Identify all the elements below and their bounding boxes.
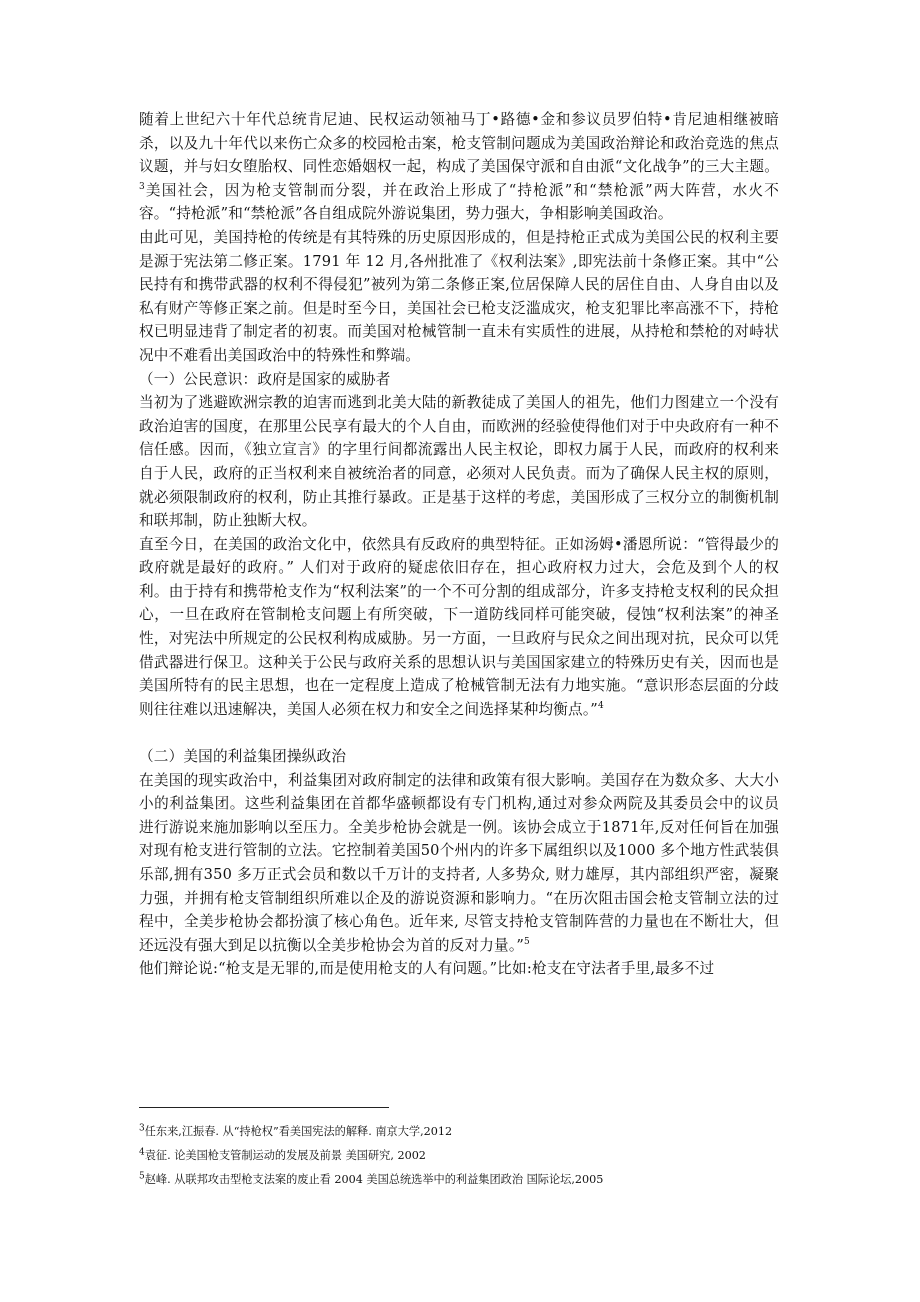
paragraph-text: 随着上世纪六十年代总统肯尼迪、民权运动领袖马丁•路德•金和参议员罗伯特•肯尼迪相继被暗杀，以及九十年代以来伤亡众多的校园枪击案，枪支管制问题成为美国政治辩论和政治竞选的焦点议题，并与妇女堕胎权、同性恋婚姻权一起，构成了美国保守派和自由派“文化战争”的三大主题。 [139, 111, 779, 176]
footnote [139, 1144, 779, 1168]
paragraph [139, 108, 779, 226]
paragraph-text: 直至今日，在美国的政治文化中，依然具有反政府的典型特征。正如汤姆•潘恩所说：“管得最少的政府就是最好的政府。” 人们对于政府的疑虑依旧存在，担心政府权力过大，会危及到个人的权利。由于持有和携带枪支作为“权利法案”的一个不可分割的组成部分，许多支持枪支权利的民众担心，一旦在政府在管制枪支问题上有所突破，下一道防线同样可能突破，侵蚀“权利法案”的神圣性，对宪法中所规定的公民权利构成威胁。另一方面，一旦政府与民众之间出现对抗，民众可以凭借武器进行保卫。这种关于公民与政府关系的思想认识与美国国家建立的特殊历史有关，因而也是美国所特有的民主思想，也在一定程度上造成了枪械管制无法有力地实施。“意识形态层面的分歧则往往难以迅速解决，美国人必须在权力和安全之间选择某种均衡点。” [139, 535, 779, 718]
paragraph: 当初为了逃避欧洲宗教的迫害而逃到北美大陆的新教徒成了美国人的祖先，他们力图建立一个没有政治迫害的国度，在那里公民享有最大的个人自由，而欧洲的经验使得他们对于中央政府有一种不信任感。因而，《独立宣言》的字里行间都流露出人民主权论，即权力属于人民，而政府的权利来自于人民，政府的正当权利来自被统治者的同意，必须对人民负责。而为了确保人民主权的原则，就必须限制政府的权利，防止其推行暴政。正是基于这样的考虑，美国形成了三权分立的制衡机制和联邦制，防止独断大权。 [139, 394, 779, 530]
paragraph [139, 769, 779, 958]
body-text [139, 108, 779, 981]
paragraph-text: 在美国的现实政治中，利益集团对政府制定的法律和政策有很大影响。美国存在为数众多、大大小小的利益集团。这些利益集团在首都华盛顿都设有专门机构,通过对参众两院及其委员会中的议员进行游说来施加影响以至压力。全美步枪协会就是一例。该协会成立于1871年,反对任何旨在加强对现有枪支进行管制的立法。它控制着美国50个州内的许多下属组织以及1000 多个地方性武装俱乐部,拥有350 多万正式会员和数以千万计的支持者, 人多势众, 财力雄厚，其内部组织严密，凝聚力强，并拥有枪支管制组织所难以企及的游说资源和影响力。“在历次阻击国会枪支管制立法的过程中，全美步枪协会都扮演了核心角色。近年来, 尽管支持枪支管制阵营的力量也在不断壮大，但还远没有强大到足以抗衡以全美步枪协会为首的反对力量。” [139, 771, 779, 954]
paragraph [139, 533, 779, 722]
footnote-number: 4 [139, 1147, 145, 1158]
paragraph-text-continued: 美国社会，因为枪支管制而分裂，并在政治上形成了“持枪派”和“禁枪派”两大阵营，水火不容。“持枪派”和“禁枪派”各自组成院外游说集团，势力强大，争相影响美国政治。 [139, 181, 779, 223]
footnote-ref[interactable]: 3 [139, 181, 145, 192]
footnote-text: 赵峰. 从联邦攻击型枪支法案的废止看 2004 美国总统选举中的利益集团政治 国际论坛,2005 [144, 1173, 604, 1186]
footnote-text: 袁征. 论美国枪支管制运动的发展及前景 美国研究, 2002 [144, 1149, 426, 1162]
footnote-separator [139, 1107, 389, 1108]
footnote [139, 1120, 779, 1144]
section-heading: （一）公民意识：政府是国家的威胁者 [139, 370, 391, 388]
blank-line [139, 721, 779, 745]
paragraph: 由此可见，美国持枪的传统是有其特殊的历史原因形成的，但是持枪正式成为美国公民的权利主要是源于宪法第二修正案。1791 年 12 月,各州批准了《权利法案》,即宪法前十条修正案。其中“公民持有和携带武器的权利不得侵犯”被列为第二条修正案,位居保障人民的居住自由、人身自由以及私有财产等修正案之前。但是时至今日，美国社会已枪支泛滥成灾，枪支犯罪比率高涨不下，持枪权已明显违背了制定者的初衷。而美国对枪械管制一直未有实质性的进展，从持枪和禁枪的对峙状况中不难看出美国政治中的特殊性和弊端。 [139, 228, 779, 364]
footnote-ref[interactable]: 5 [524, 936, 530, 947]
footnote [139, 1168, 779, 1192]
footnotes [139, 1120, 779, 1192]
footnote-ref[interactable]: 4 [597, 700, 604, 711]
footnote-text: 任东来,江振春. 从“持枪权”看美国宪法的解释. 南京大学,2012 [144, 1125, 453, 1138]
paragraph: 他们辩论说:“枪支是无罪的,而是使用枪支的人有问题。”比如:枪支在守法者手里,最多不过 [139, 960, 715, 978]
footnote-number: 5 [139, 1171, 145, 1182]
section-heading: （二）美国的利益集团操纵政治 [139, 748, 347, 766]
footnote-number: 3 [139, 1123, 145, 1134]
